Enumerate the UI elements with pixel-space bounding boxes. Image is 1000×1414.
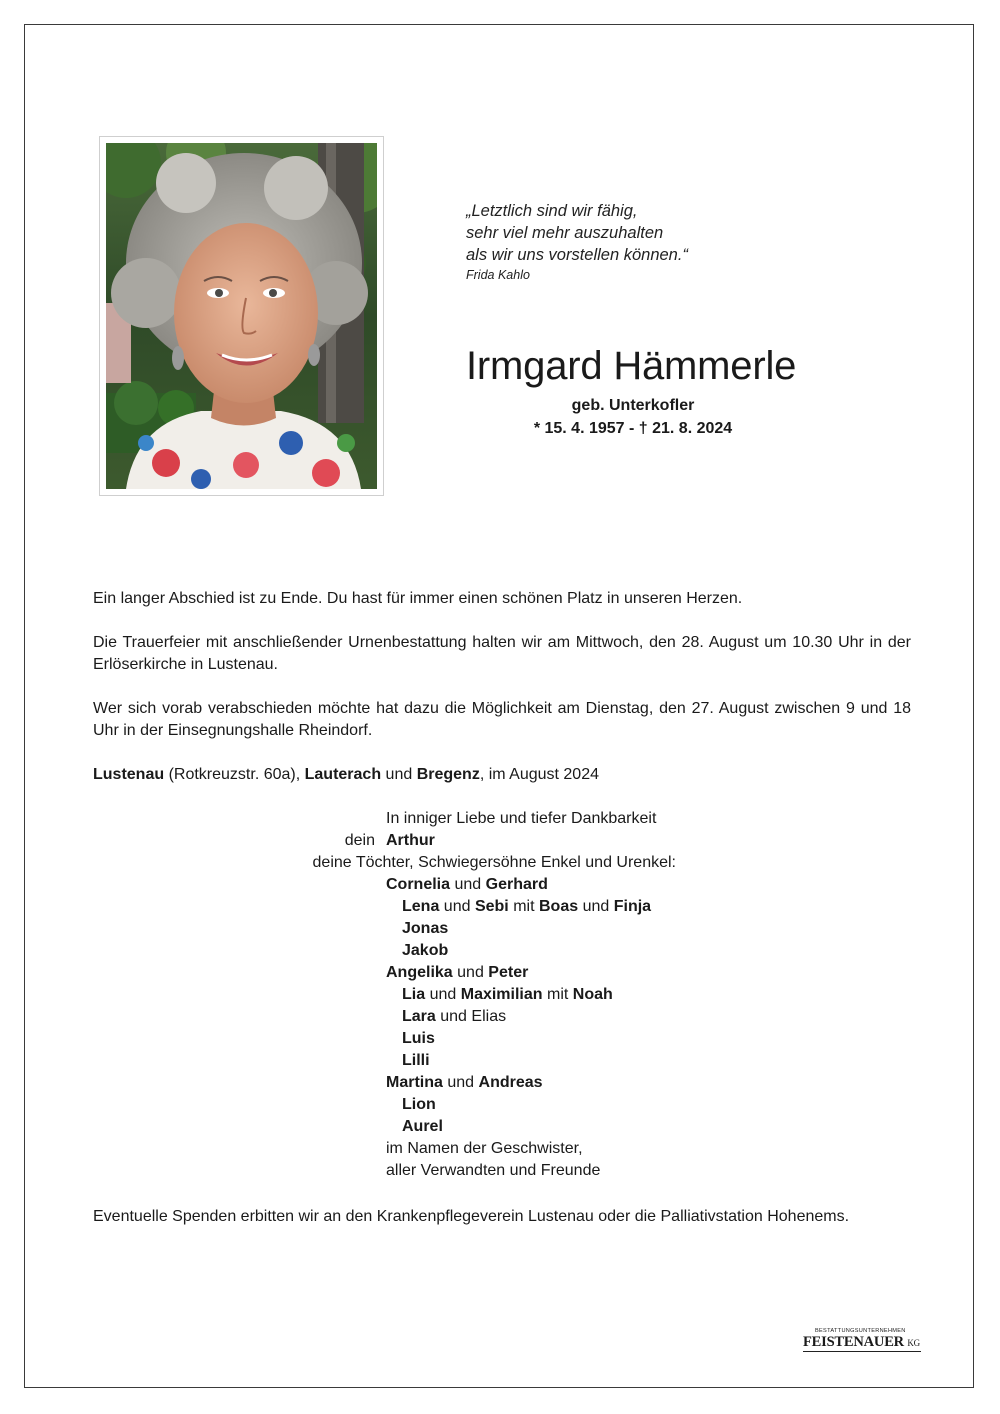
husband-name: Arthur	[386, 832, 435, 849]
family-closing-2: aller Verwandten und Freunde	[386, 1162, 601, 1179]
birth-name: geb. Unterkofler	[571, 397, 695, 414]
family-line-angelika: Angelika und Peter	[386, 964, 529, 981]
quote-block	[466, 200, 688, 284]
portrait-image	[106, 143, 377, 489]
location-date: , im August 2024	[479, 766, 599, 783]
donation-paragraph: Eventuelle Spenden erbitten wir an den Krankenpflegeverein Lustenau oder die Palliativstation Hohenems.	[93, 1208, 850, 1225]
family-closing-1: im Namen der Geschwister,	[386, 1140, 583, 1157]
life-dates: * 15. 4. 1957 - † 21. 8. 2024	[533, 420, 733, 437]
location-place-1: Lustenau	[93, 766, 165, 783]
family-line-aurel: Aurel	[402, 1118, 443, 1135]
family-line-lena: Lena und Sebi mit Boas und Finja	[402, 898, 652, 915]
location-address: (Rotkreuzstr. 60a),	[164, 766, 305, 783]
viewing-paragraph: Wer sich vorab verabschieden möchte hat dazu die Möglichkeit am Dienstag, den 27. August zwischen 9 und 18 Uhr in der Einsegnungshalle Rheindorf.	[93, 700, 911, 739]
quote-author: Frida Kahlo	[466, 268, 530, 282]
location-place-2: Lauterach	[304, 766, 382, 783]
funeral-home-logo	[803, 1328, 923, 1354]
family-line-lion: Lion	[402, 1096, 436, 1113]
family-line-luis: Luis	[402, 1030, 435, 1047]
location-and: und	[381, 766, 417, 783]
children-label: deine Töchter, Schwiegersöhne Enkel und Urenkel:	[312, 854, 676, 871]
family-line-lia: Lia und Maximilian mit Noah	[402, 986, 613, 1003]
family-line-jonas: Jonas	[402, 920, 449, 937]
logo-name: FEISTENAUER KG	[803, 1334, 920, 1350]
family-line-jakob: Jakob	[402, 942, 449, 959]
quote-line-2: sehr viel mehr auszuhalten	[466, 224, 664, 242]
deceased-name: Irmgard Hämmerle	[466, 344, 797, 388]
location-line	[93, 764, 911, 786]
quote-line-1: „Letztlich sind wir fähig,	[466, 202, 638, 220]
family-intro: In inniger Liebe und tiefer Dankbarkeit	[386, 810, 657, 827]
funeral-paragraph: Die Trauerfeier mit anschließender Urnenbestattung halten wir am Mittwoch, den 28. August um 10.30 Uhr in der Erlöserkirche in Lustenau.	[93, 634, 911, 673]
logo-subtitle: BESTATTUNGSUNTERNEHMEN	[815, 1328, 906, 1334]
quote-line-3: als wir uns vorstellen können.“	[466, 246, 688, 264]
family-line-lilli: Lilli	[402, 1052, 430, 1069]
family-line-cornelia: Cornelia und Gerhard	[386, 876, 548, 893]
family-line-martina: Martina und Andreas	[386, 1074, 543, 1091]
family-line-lara: Lara und Elias	[402, 1008, 507, 1025]
dein-label: dein	[344, 832, 375, 849]
portrait-photo	[99, 136, 384, 496]
logo-underline	[803, 1351, 921, 1352]
location-place-3: Bregenz	[416, 766, 480, 783]
farewell-paragraph: Ein langer Abschied ist zu Ende. Du hast für immer einen schönen Platz in unseren Herzen.	[93, 590, 743, 607]
